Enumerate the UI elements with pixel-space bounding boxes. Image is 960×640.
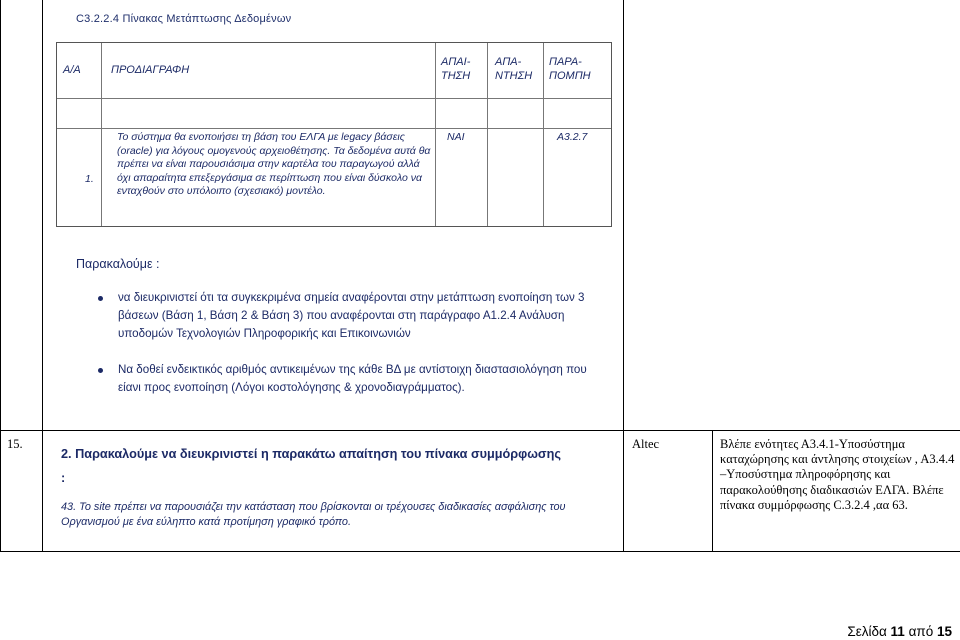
col-divider [543,43,544,226]
row-requirement: ΝΑΙ [447,131,465,143]
row-spec: Το σύστημα θα ενοποιήσει τη βάση του ΕΛΓΑ με legacy βάσεις (oracle) για λόγους ομογενούς αρχειοθέτησης. Τα δεδομένα αυτά θα πρέπει να είναι παρουσιάσιμα στην καρτέλα του παραγωγού αλλά όχι απαραίτητα επεξεργάσιμα σε περίπτωση που είναι δύσκολο να ενταχθούν στο υπόλοιπο (σχεσιακό) μοντέλο. [117,131,431,198]
header-answer: ΑΠΑ- ΝΤΗΣΗ [495,56,533,82]
question-2: 2. Παρακαλούμε να διευκρινιστεί η παρακάτω απαίτηση του πίνακα συμμόρφωσης [61,447,561,461]
question-2-colon: : [61,471,66,485]
request-heading: Παρακαλούμε : [76,257,160,271]
row-reference: Α3.2.7 [557,131,588,143]
footer-current-page: 11 [890,624,905,639]
footer-middle: από [904,624,937,639]
company-name: Altec [632,437,660,451]
bullet-item: Να δοθεί ενδεικτικός αριθμός αντικειμένων της κάθε ΒΔ με αντίστοιχη διαστασιολόγηση που είανι προς ενοποίηση (Λόγοι κοστολόγησης & χρονοδιαγράμματος). [118,363,587,394]
row-divider [57,128,611,129]
header-aa: Α/Α [63,64,81,76]
header-spec: ΠΡΟΔΙΑΓΡΑΦΗ [111,64,190,76]
col-divider [487,43,488,226]
row-number: 1. [85,173,94,185]
response-text: Βλέπε ενότητες Α3.4.1-Υποσύστημα καταχώρησης και άντλησης στοιχείων , Α3.4.4 –Υποσύστημα πληροφόρησης και παρακολούθησης διαδικασιών ΕΛΓΑ. Βλέπε πίνακα συμμόρφωσης C.3.2.4 ,αα 63. [720,437,955,512]
row-number-15: 15. [7,437,23,451]
header-reference: ΠΑΡΑ- ΠΟΜΠΗ [549,56,591,82]
table-divider-content [623,0,624,552]
bullet-icon [98,296,103,301]
data-migration-table [56,42,612,227]
col-divider [435,43,436,226]
table-border-left [0,0,1,552]
bullet-item: να διευκρινιστεί ότι τα συγκεκριμένα σημεία αναφέρονται στην μετάπτωση ενοποίηση των 3 βάσεων (Βάση 1, Βάση 2 & Βάση 3) που αναφέρονται στη παράγραφο Α1.2.4 Ανάλυση υποδομών Τεχνολογιών Πληροφορικής και Επικοινωνιών [118,291,585,340]
item-43: 43. Το site πρέπει να παρουσιάζει την κατάσταση που βρίσκονται οι τρέχουσες διαδικασίες ασφάλισης του Οργανισμού με ένα εύληπτο κατά προτίμηση γραφικό τρόπο. [61,501,566,528]
scan-title: C3.2.2.4 Πίνακας Μετάπτωσης Δεδομένων [76,13,292,25]
header-requirement: ΑΠΑΙ- ΤΗΣΗ [441,56,471,82]
table-divider-company [712,430,713,552]
footer-total-pages: 15 [936,624,952,639]
footer-prefix: Σελίδα [847,624,891,639]
row-divider [57,98,611,99]
bullet-icon [98,368,103,373]
page-footer [847,624,952,639]
col-divider [101,43,102,226]
table-divider-num [42,0,43,552]
